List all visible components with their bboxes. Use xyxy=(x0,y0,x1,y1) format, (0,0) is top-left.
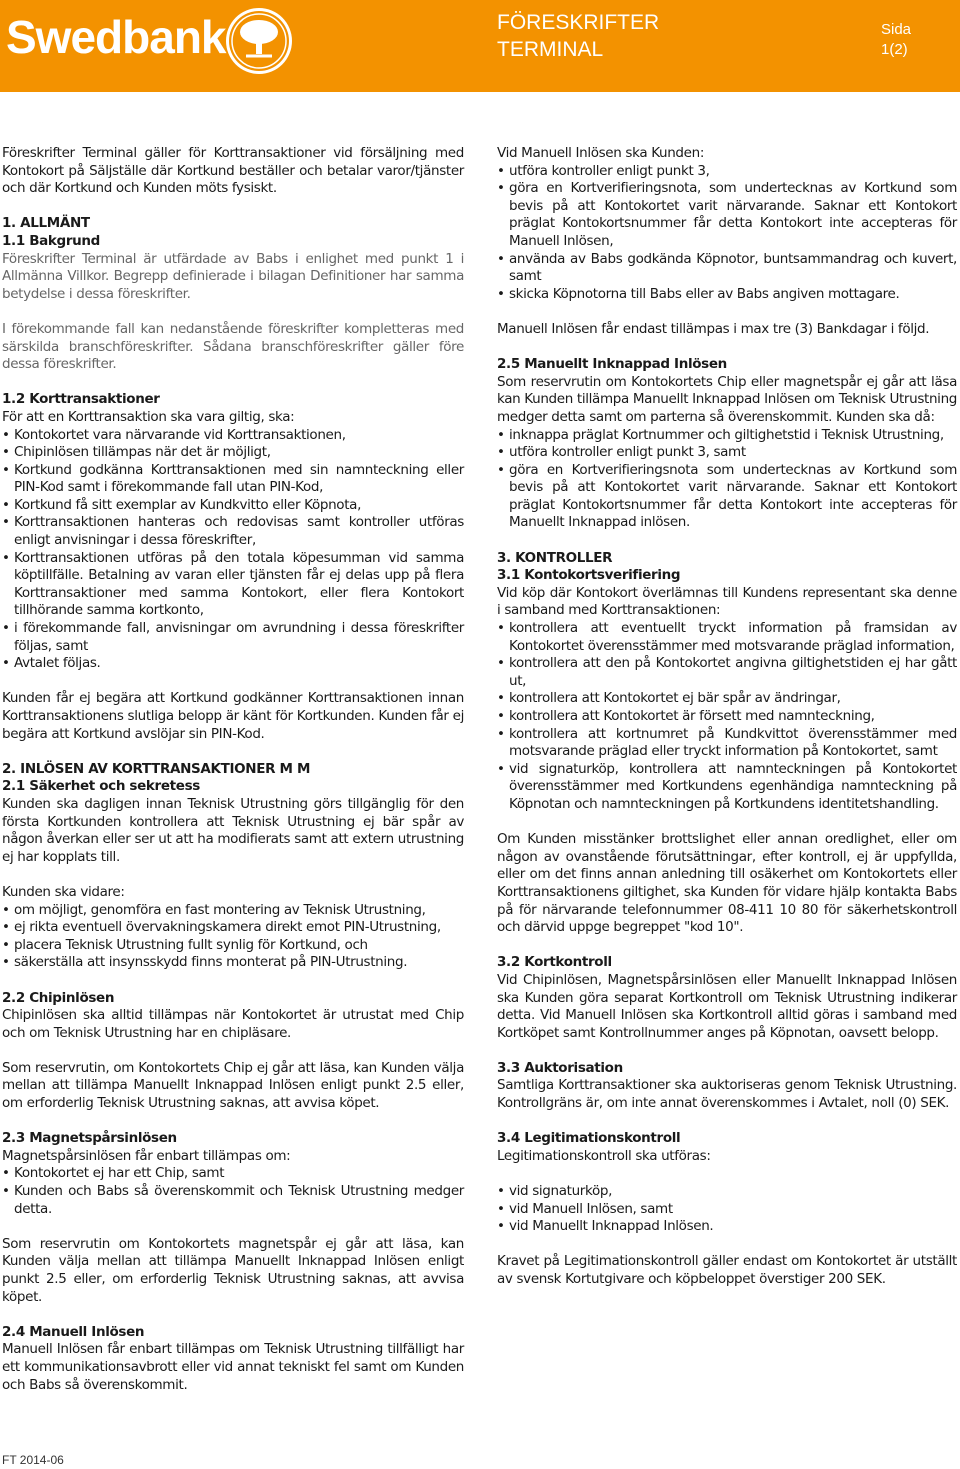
list-item: • göra en Kortverifieringsnota, som undertecknas av Kortkund som bevis på att Kontokortet varit närvarande. Saknar ett Kontokort präglat Kontokortsnummer får detta Kontokort inte accepteras för Manuell Inlösen, xyxy=(497,180,957,250)
bullet-list xyxy=(497,1183,957,1236)
left-column xyxy=(2,145,464,1394)
list-item: • Chipinlösen tillämpas när det är möjligt, xyxy=(2,444,464,462)
list-item: • göra en Kortverifieringsnota som undertecknas av Kortkund som bevis på att Kontokortet varit närvarande. Saknar ett Kontokort präglat Kontokortsnummer får detta Kontokort inte accepteras för Manuellt Inknappad inlösen. xyxy=(497,462,957,532)
list-item: • om möjligt, genomföra en fast montering av Teknisk Utrustning, xyxy=(2,902,464,920)
section-heading: 3.3 Auktorisation xyxy=(497,1059,623,1076)
logo-text: Swedbank xyxy=(6,11,226,63)
list-item: • använda av Babs godkända Köpnotor, buntsammandrag och kuvert, samt xyxy=(497,251,957,286)
paragraph: Manuell Inlösen får enbart tillämpas om Teknisk Utrustning tillfälligt har ett kommunikationsavbrott eller vid annat tekniskt fel samt om Kunden och Babs så överenskommit. xyxy=(2,1341,464,1393)
list-item: • inknappa präglat Kortnummer och giltighetstid i Teknisk Utrustning, xyxy=(497,427,957,445)
list-item: • utföra kontroller enligt punkt 3, xyxy=(497,163,957,181)
section-heading: 3.1 Kontokortsverifiering xyxy=(497,567,681,584)
paragraph: Legitimationskontroll ska utföras: xyxy=(497,1147,711,1164)
paragraph: Samtliga Korttransaktioner ska auktoriseras genom Teknisk Utrustning. Kontrollgräns är, om inte annat överenskommes i Avtalet, noll (0) SEK. xyxy=(497,1077,957,1112)
document-title-line-1: FÖRESKRIFTER xyxy=(497,11,660,34)
paragraph: Kravet på Legitimationskontroll gäller endast om Kontokortet är utställt av svensk Kortutgivare och köpbeloppet överstiger 200 SEK. xyxy=(497,1253,957,1287)
bullet-list xyxy=(2,427,464,673)
oak-tree-seal-icon xyxy=(224,6,294,76)
paragraph: Kunden ska dagligen innan Teknisk Utrustning görs tillgänglig för den första Kortkunden kontrollera att Teknisk Utrustning ej bär spår av någon åverkan eller ser ut att ha modifierats samt att extern utrustning ej har kopplats till. xyxy=(2,795,464,865)
page-number: 1(2) xyxy=(881,41,908,58)
bullet-list xyxy=(497,163,957,304)
paragraph: Som reservrutin, om Kontokortets Chip ej går att läsa, kan Kunden välja mellan att tillämpa Manuellt Inknappad Inlösen enligt punkt 2.5 eller, om erforderlig Teknisk Utrustning saknas, att avvisa köpet. xyxy=(2,1059,464,1112)
page-header xyxy=(0,0,960,92)
document-title-line-2: TERMINAL xyxy=(497,38,604,61)
page-indicator xyxy=(881,20,911,60)
section-heading: 1.1 Bakgrund xyxy=(2,232,100,249)
section-heading: 2.2 Chipinlösen xyxy=(2,989,115,1006)
list-item: • vid signaturköp, xyxy=(497,1183,957,1201)
list-item: • Kortkund få sitt exemplar av Kundkvitto eller Köpnota, xyxy=(2,497,464,515)
paragraph: Som reservrutin om Kontokortets Chip eller magnetspår ej går att läsa kan Kunden tillämpa Manuellt Inknappad Inlösen om Teknisk Utrustning medger detta samt om parterna så överenskommit. Kunden ska då: xyxy=(497,373,957,425)
list-item: • Kunden och Babs så överenskommit och Teknisk Utrustning medger detta. xyxy=(2,1183,464,1218)
paragraph: Magnetspårsinlösen får enbart tillämpas om: xyxy=(2,1147,291,1164)
list-item: • kontrollera att eventuellt tryckt information på framsidan av Kontokortet överensstämmer med motsvarande präglad information, xyxy=(497,620,957,655)
section-heading: 3.4 Legitimationskontroll xyxy=(497,1130,681,1147)
list-item: • vid Manuell Inlösen, samt xyxy=(497,1201,957,1219)
section-heading: 1. ALLMÄNT xyxy=(2,215,90,232)
paragraph: För att en Korttransaktion ska vara giltig, ska: xyxy=(2,408,295,425)
right-column xyxy=(497,145,957,1289)
list-item: • skicka Köpnotorna till Babs eller av Babs angiven mottagare. xyxy=(497,286,957,304)
list-item: • kontrollera att den på Kontokortet angivna giltighetstiden ej har gått ut, xyxy=(497,655,957,690)
page-label: Sida xyxy=(881,21,912,38)
paragraph: Vid köp där Kontokort överlämnas till Kundens representant ska denne i samband med Korttransaktionen: xyxy=(497,584,957,619)
list-item: • Kontokortet vara närvarande vid Korttransaktionen, xyxy=(2,427,464,445)
list-item: • placera Teknisk Utrustning fullt synlig för Kortkund, och xyxy=(2,937,464,955)
list-item: • Kontokortet ej har ett Chip, samt xyxy=(2,1165,464,1183)
list-item: • kontrollera att Kontokortet är försett med namnteckning, xyxy=(497,708,957,726)
paragraph: Manuell Inlösen får endast tillämpas i max tre (3) Bankdagar i följd. xyxy=(497,320,930,337)
section-heading: 2.1 Säkerhet och sekretess xyxy=(2,778,200,795)
paragraph: Vid Chipinlösen, Magnetspårsinlösen eller Manuellt Inknappad Inlösen ska Kunden göra separat Kortkontroll om Teknisk Utrustning indikerar detta. Vid Manuell Inlösen ska Kortkontroll alltid göras i samband med Kortköpet samt Kontrollnummer anges på Köpnotan, oavsett belopp. xyxy=(497,971,957,1041)
list-item: • säkerställa att insynsskydd finns monterat på PIN-Utrustning. xyxy=(2,954,464,972)
list-item: • Avtalet följas. xyxy=(2,655,464,673)
footer-code: FT 2014-06 xyxy=(2,1453,64,1467)
paragraph: Vid Manuell Inlösen ska Kunden: xyxy=(497,145,705,161)
list-item: • vid Manuellt Inknappad Inlösen. xyxy=(497,1218,957,1236)
section-heading: 2.3 Magnetspårsinlösen xyxy=(2,1130,177,1147)
paragraph: Om Kunden misstänker brottslighet eller annan oredlighet, eller om någon av ovanstående förutsättningar, efter kontroll, ej är uppfyllda, eller om det finns annan anledning till osäkerhet om Kontokortets eller Korttransaktionens giltighet, ska Kunden för vidare hjälp kontakta Babs på för närvarande telefonnummer 08-411 10 80 för säkerhetskontroll och därvid uppge begreppet "kod 10". xyxy=(497,831,957,936)
paragraph: Kunden får ej begära att Kortkund godkänner Korttransaktionen innan Korttransaktionens slutliga belopp är känt för Kortkunden. Kunden får ej begära att Kortkund avslöjar sin PIN-Kod. xyxy=(2,690,464,742)
document-title xyxy=(497,9,659,63)
list-item: • i förekommande fall, anvisningar om avrundning i dessa föreskrifter följas, samt xyxy=(2,620,464,655)
list-item: • Korttransaktionen utföras på den totala köpesumman vid samma köptillfälle. Betalning av varan eller tjänsten får ej delas upp på flera Korttransaktioner med samma Kontokort, eller flera Kontokort tillhörande samma kortkonto, xyxy=(2,550,464,620)
section-heading: 2.5 Manuellt Inknappad Inlösen xyxy=(497,356,727,373)
section-heading: 2.4 Manuell Inlösen xyxy=(2,1323,145,1340)
paragraph: Föreskrifter Terminal är utfärdade av Babs i enlighet med punkt 1 i Allmänna Villkor. Begrepp definierade i bilagan Definitioner har samma betydelse i dessa föreskrifter. xyxy=(2,250,464,302)
list-item: • vid signaturköp, kontrollera att namnteckningen på Kontokortet överensstämmer med Kortkundens egenhändiga namnteckning på Köpnotan och namnteckningen på Kortkundens identitetshandling. xyxy=(497,761,957,814)
bullet-list xyxy=(2,1165,464,1218)
section-heading: 3.2 Kortkontroll xyxy=(497,954,612,971)
list-item: • kontrollera att kortnumret på Kundkvittot överensstämmer med motsvarande präglad eller tryckt information på Kontokortet, samt xyxy=(497,726,957,761)
list-item: • ej rikta eventuell övervakningskamera direkt emot PIN-Utrustning, xyxy=(2,919,464,937)
paragraph: Som reservrutin om Kontokortets magnetspår ej går att läsa, kan Kunden välja mellan att tillämpa Manuellt Inknappad Inlösen enligt punkt 2.5 eller, om erforderlig Teknisk Utrustning saknas, att avvisa köpet. xyxy=(2,1235,464,1305)
bullet-list xyxy=(2,902,464,972)
paragraph: Kunden ska vidare: xyxy=(2,883,125,900)
bullet-list xyxy=(497,620,957,814)
list-item: • Kortkund godkänna Korttransaktionen med sin namnteckning eller PIN-Kod samt i förekommande fall utan PIN-Kod, xyxy=(2,462,464,497)
paragraph: Chipinlösen ska alltid tillämpas när Kontokortet är utrustat med Chip och om Teknisk Utrustning har en chipläsare. xyxy=(2,1007,464,1041)
list-item: • Korttransaktionen hanteras och redovisas samt kontroller utföras enligt anvisningar i dessa föreskrifter, xyxy=(2,514,464,549)
section-heading: 3. KONTROLLER xyxy=(497,549,613,566)
bullet-list xyxy=(497,427,957,533)
list-item: • utföra kontroller enligt punkt 3, samt xyxy=(497,444,957,462)
section-heading: 1.2 Korttransaktioner xyxy=(2,391,160,408)
section-heading: 2. INLÖSEN AV KORTTRANSAKTIONER M M xyxy=(2,760,311,777)
swedbank-logo xyxy=(6,12,226,62)
intro-paragraph: Föreskrifter Terminal gäller för Korttransaktioner vid försäljning med Kontokort på Säljställe där Kortkund beställer och betalar varor/tjänster och där Kortkund och Kunden möts fysiskt. xyxy=(2,145,464,197)
paragraph: I förekommande fall kan nedanstående föreskrifter kompletteras med särskilda branschföreskrifter. Sådana branschföreskrifter gäller före dessa föreskrifter. xyxy=(2,320,464,373)
list-item: • kontrollera att Kontokortet ej bär spår av ändringar, xyxy=(497,690,957,708)
